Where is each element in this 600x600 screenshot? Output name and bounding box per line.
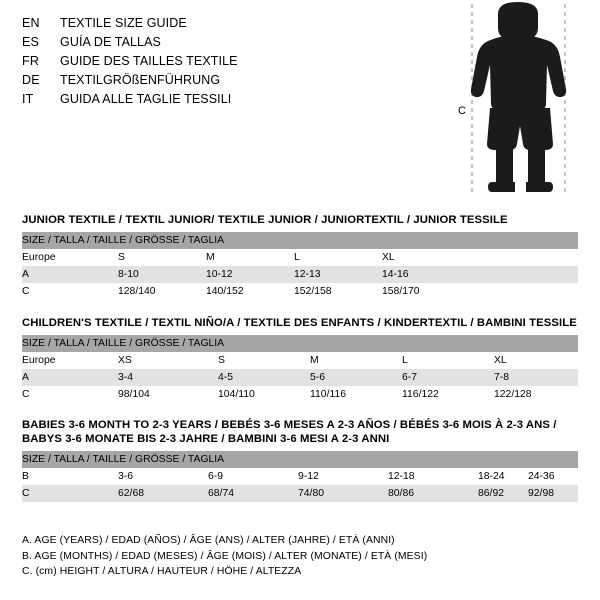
- footnote-b: B. AGE (MONTHS) / EDAD (MESES) / ÂGE (MOIS) / ALTER (MONATE) / ETÀ (MESI): [22, 550, 428, 562]
- size-table-children: [22, 335, 578, 403]
- language-title: TEXTILE SIZE GUIDE: [60, 16, 187, 30]
- cell: 98/104: [118, 389, 150, 400]
- cell: 140/152: [206, 286, 244, 297]
- row-label: C: [22, 485, 118, 502]
- table-row: [22, 386, 578, 403]
- table-header-row: [22, 451, 578, 468]
- cell: 122/128: [494, 389, 532, 400]
- table-header-row: [22, 232, 578, 249]
- language-code: ES: [22, 35, 40, 49]
- footnote-a: A. AGE (YEARS) / EDAD (AÑOS) / ÂGE (ANS) / ALTER (JAHRE) / ETÀ (ANNI): [22, 535, 395, 546]
- cell: 6-7: [402, 369, 494, 386]
- table-header-label: SIZE / TALLA / TAILLE / GRÖSSE / TAGLIA: [22, 232, 578, 249]
- cell: 9-12: [298, 471, 319, 482]
- table-row: [22, 468, 578, 485]
- cell: 110/116: [310, 389, 347, 400]
- cell-empty: [470, 266, 578, 283]
- table-row: [22, 369, 578, 386]
- cell: XL: [494, 355, 507, 366]
- section-junior: [22, 213, 578, 300]
- section-children: [22, 316, 578, 403]
- cell: 152/158: [294, 286, 332, 297]
- language-code: DE: [22, 73, 40, 87]
- table-row: [22, 352, 578, 369]
- cell: M: [206, 252, 215, 263]
- cell: XS: [118, 355, 132, 366]
- cell: XL: [382, 252, 395, 263]
- cell: 4-5: [218, 369, 310, 386]
- language-row: [22, 90, 402, 109]
- measure-label-c: C: [458, 105, 466, 117]
- cell: 62/68: [118, 485, 208, 502]
- cell: 8-10: [118, 266, 206, 283]
- row-label: C: [22, 286, 30, 297]
- figure-illustration: [440, 0, 600, 200]
- language-row: [22, 14, 402, 33]
- cell: 24-36: [528, 471, 555, 482]
- cell-empty: [470, 249, 578, 266]
- row-label: A: [22, 266, 118, 283]
- cell: 3-4: [118, 369, 218, 386]
- row-label: Europe: [22, 355, 56, 366]
- cell: 92/98: [528, 485, 578, 502]
- cell: 74/80: [298, 485, 388, 502]
- cell: 104/110: [218, 389, 255, 400]
- cell: S: [118, 252, 125, 263]
- cell: 3-6: [118, 471, 134, 482]
- cell-empty: [470, 283, 578, 300]
- row-label: B: [22, 471, 29, 482]
- cell: 7-8: [494, 369, 578, 386]
- section-babies: [22, 418, 578, 502]
- cell: 116/122: [402, 389, 439, 400]
- table-row: [22, 283, 578, 300]
- size-table-junior: [22, 232, 578, 300]
- cell: 5-6: [310, 369, 402, 386]
- cell: M: [310, 355, 319, 366]
- cell: 86/92: [478, 485, 528, 502]
- language-title: GUIDE DES TAILLES TEXTILE: [60, 54, 238, 68]
- table-header-label: SIZE / TALLA / TAILLE / GRÖSSE / TAGLIA: [22, 335, 578, 352]
- cell: 128/140: [118, 286, 156, 297]
- cell: 14-16: [382, 266, 470, 283]
- table-header-label: SIZE / TALLA / TAILLE / GRÖSSE / TAGLIA: [22, 451, 578, 468]
- language-code: FR: [22, 54, 40, 68]
- language-title: GUÍA DE TALLAS: [60, 35, 161, 49]
- language-row: [22, 33, 402, 52]
- cell: 12-13: [294, 266, 382, 283]
- language-title: TEXTILGRÖßENFÜHRUNG: [60, 73, 221, 87]
- language-row: [22, 71, 402, 90]
- cell: L: [402, 355, 408, 366]
- section-title: JUNIOR TEXTILE / TEXTIL JUNIOR/ TEXTILE JUNIOR / JUNIORTEXTIL / JUNIOR TESSILE: [22, 214, 508, 226]
- row-label: C: [22, 389, 30, 400]
- cell: S: [218, 355, 225, 366]
- section-title: BABIES 3-6 MONTH TO 2-3 YEARS / BEBÉS 3-6 MESES A 2-3 AÑOS / BÉBÉS 3-6 MOIS À 2-3 ANS / BABYS 3-6 MONATE BIS 2-3 JAHRE / BAMBINI 3-6 MESI A 2-3 ANNI: [22, 419, 557, 445]
- cell: 80/86: [388, 485, 478, 502]
- table-row: [22, 249, 578, 266]
- table-row: [22, 485, 578, 502]
- language-title: GUIDA ALLE TAGLIE TESSILI: [60, 92, 232, 106]
- language-row: [22, 52, 402, 71]
- footnotes: [22, 533, 582, 580]
- cell: 18-24: [478, 471, 505, 482]
- footnote-c: C. (cm) HEIGHT / ALTURA / HAUTEUR / HÖHE / ALTEZZA: [22, 566, 302, 577]
- section-title: CHILDREN'S TEXTILE / TEXTIL NIÑO/A / TEXTILE DES ENFANTS / KINDERTEXTIL / BAMBINI TESSILE: [22, 317, 577, 329]
- cell: L: [294, 252, 300, 263]
- cell: 68/74: [208, 485, 298, 502]
- size-table-babies: [22, 451, 578, 502]
- table-row: [22, 266, 578, 283]
- language-code: EN: [22, 16, 40, 30]
- cell: 10-12: [206, 266, 294, 283]
- language-header: [22, 14, 402, 109]
- cell: 158/170: [382, 286, 420, 297]
- row-label: A: [22, 369, 118, 386]
- table-header-row: [22, 335, 578, 352]
- cell: 12-18: [388, 471, 415, 482]
- cell: 6-9: [208, 471, 224, 482]
- toddler-silhouette-icon: [440, 0, 600, 200]
- language-code: IT: [22, 92, 34, 106]
- row-label: Europe: [22, 252, 56, 263]
